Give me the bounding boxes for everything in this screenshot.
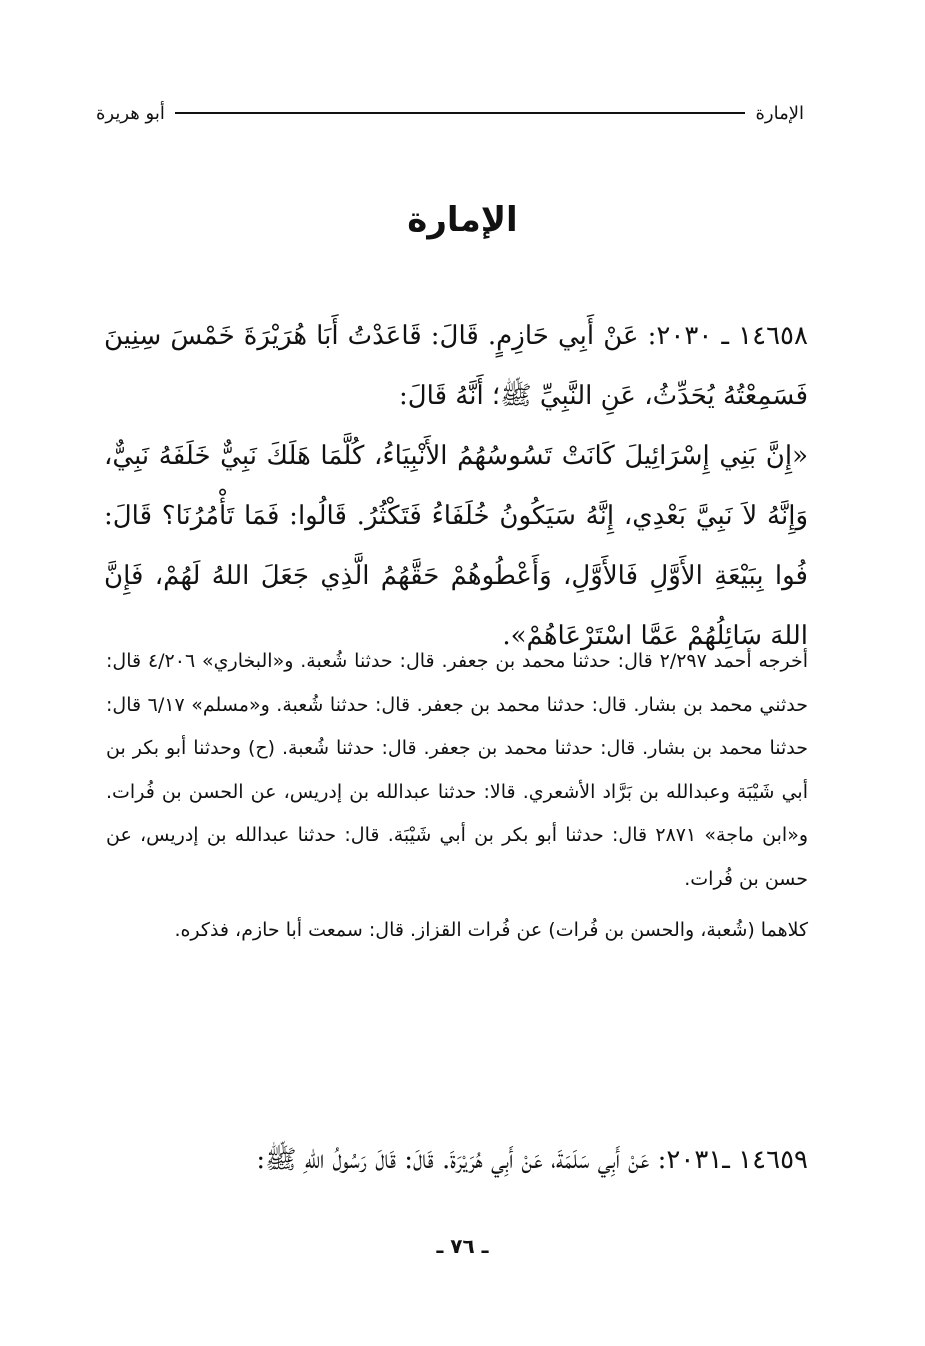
hadith-matn: «إِنَّ بَنِي إِسْرَائِيلَ كَانَتْ تَسُوسُهُمُ الأَنْبِيَاءُ، كُلَّمَا هَلَكَ نَبِيٌّ خَلَفَهُ نَبِيٌّ، وَإِنَّهُ لاَ نَبِيَّ بَعْدِي، إِنَّهُ سَيَكُونُ خُلَفَاءُ فَتَكْثُرُ. قَالُوا: فَمَا تَأْمُرُنَا؟ قَالَ: فُوا بِبَيْعَةِ الأَوَّلِ فَالأَوَّلِ، وَأَعْطُوهُمْ حَقَّهُمُ الَّذِي جَعَلَ اللهُ لَهُمْ، فَإِنَّ اللهَ سَائِلُهُمْ عَمَّا اسْتَرْعَاهُمْ». (104, 441, 808, 651)
header-chapter: الإمارة (755, 102, 804, 124)
page-number: ـ ٧٦ ـ (436, 1234, 489, 1258)
header-narrator: أبو هريرة (96, 102, 165, 124)
hadith-14658 (104, 306, 808, 666)
takhrij-paragraph: أخرجه أحمد ٢/٢٩٧ قال: حدثنا محمد بن جعفر. قال: حدثنا شُعبة. و«البخاري» ٤/٢٠٦ قال: حدثني محمد بن بشار. قال: حدثنا محمد بن جعفر. قال: حدثنا شُعبة. و«مسلم» ٦/١٧ قال: حدثنا محمد بن بشار. قال: حدثنا محمد بن جعفر. قال: حدثنا شُعبة. (ح) وحدثنا أبو بكر بن أبي شَيْبَة وعبدالله بن بَرَّاد الأشعري. قالا: حدثنا عبدالله بن إدريس، عن الحسن بن فُرات. و«ابن ماجة» ٢٨٧١ قال: حدثنا أبو بكر بن أبي شَيْبَة. قال: حدثنا عبدالله بن إدريس، عن حسن بن فُرات. (106, 650, 809, 890)
hadith-isnad: ١٤٦٥٨ ـ ٢٠٣٠: عَنْ أَبِي حَازِمٍ. قَالَ: قَاعَدْتُ أَبَا هُرَيْرَةَ خَمْسَ سِنِينَ فَسَمِعْتُهُ يُحَدِّثُ، عَنِ النَّبِيِّ ﷺ؛ أَنَّهُ قَالَ: (104, 321, 808, 411)
hadith-14659 (104, 1130, 808, 1190)
running-header (96, 96, 804, 130)
hadith-isnad: ١٤٦٥٩ ـ٢٠٣١: عَنْ أَبِي سَلَمَةَ، عَنْ أَبِي هُرَيْرَةَ. قَالَ: قَالَ رَسُولُ اللهِ ﷺ: (256, 1145, 808, 1175)
header-rule (175, 112, 746, 114)
takhrij-notes (106, 640, 808, 953)
chapter-title: الإمارة (407, 200, 518, 240)
takhrij-summary: كلاهما (شُعبة، والحسن بن فُرات) عن فُرات القزاز. قال: سمعت أبا حازم، فذكره. (174, 919, 808, 941)
